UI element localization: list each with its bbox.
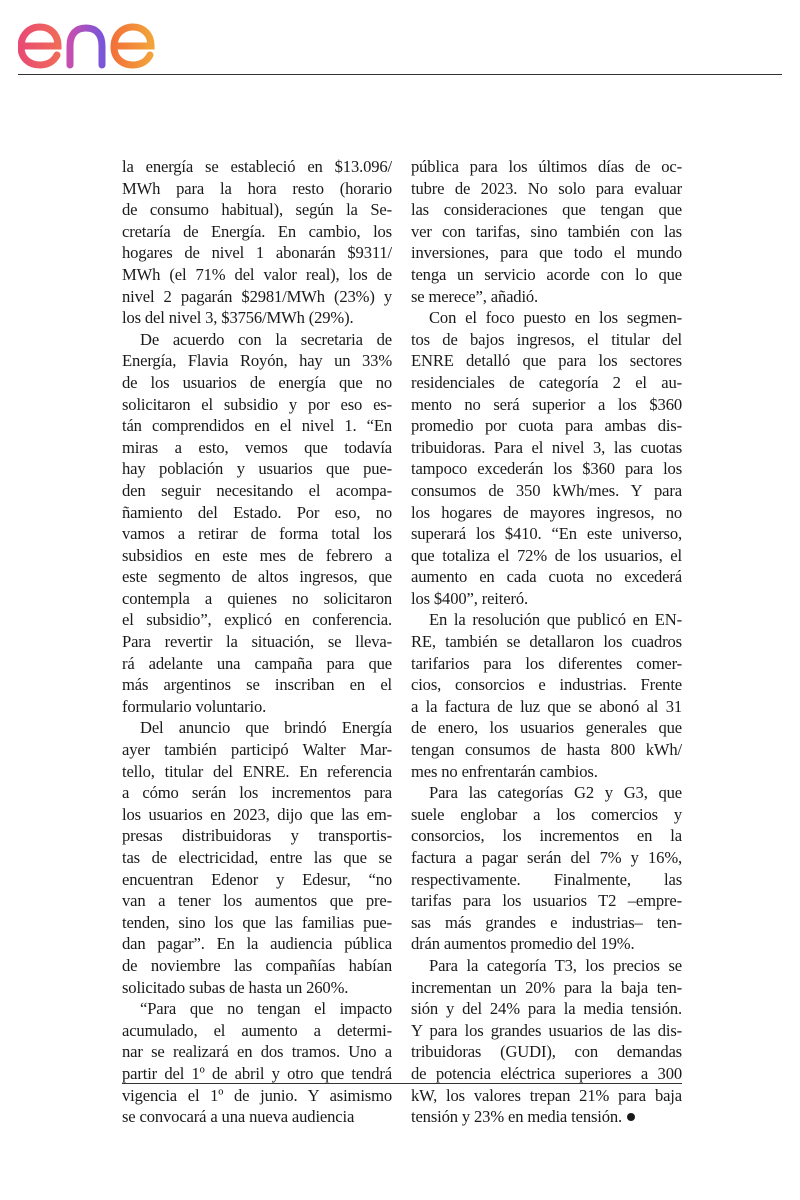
text-line: el subsidio”, explicó en conferencia. bbox=[122, 610, 392, 630]
text-line: respectivamente. Finalmente, las bbox=[411, 869, 682, 889]
text-line: RE, también se detallaron los cuadros bbox=[411, 632, 682, 652]
text-line: ENRE detalló que para los sectores bbox=[411, 351, 682, 371]
text-line: superará los $410. “En este universo, bbox=[411, 524, 682, 544]
text-line: se merece”, añadió. bbox=[411, 286, 539, 306]
text-line: tengan consumos de hasta 800 kWh/ bbox=[411, 740, 682, 760]
text-line: den seguir necesitando el acompa- bbox=[122, 480, 392, 500]
text-line: van a tener los aumentos que pre- bbox=[122, 891, 392, 911]
text-line: De acuerdo con la secretaria de bbox=[140, 329, 392, 349]
text-line: tribuidoras. Para el nivel 3, las cuotas bbox=[411, 437, 682, 457]
text-line: tenga un servicio acorde con lo que bbox=[411, 264, 682, 284]
text-line: a la factura de luz que se abonó al 31 bbox=[411, 696, 682, 716]
text-line: los del nivel 3, $3756/MWh (29%). bbox=[122, 308, 354, 328]
text-line: este segmento de altos ingresos, que bbox=[122, 567, 392, 587]
text-line: aumento en cada cuota no excederá bbox=[411, 567, 682, 587]
article-column-left bbox=[122, 156, 392, 1128]
article-paragraph bbox=[122, 998, 392, 1128]
text-line: tello, titular del ENRE. En referencia bbox=[122, 761, 392, 781]
text-line: formulario voluntario. bbox=[122, 696, 267, 716]
text-line: drán aumentos promedio del 19%. bbox=[411, 934, 635, 954]
text-line: vamos a retirar de forma total los bbox=[122, 524, 392, 544]
text-line: incrementan un 20% para la baja ten- bbox=[411, 977, 682, 997]
text-line: nar se realizará en dos tramos. Uno a bbox=[122, 1042, 392, 1062]
text-line: kW, los valores trepan 21% para baja bbox=[411, 1085, 682, 1105]
text-line: mes no enfrentarán cambios. bbox=[411, 761, 598, 781]
text-line: los hogares de mayores ingresos, no bbox=[411, 502, 682, 522]
text-line: tenden, sino los que las familias pue- bbox=[122, 912, 392, 932]
text-line: tensión y 23% en media tensión. bbox=[411, 1106, 682, 1128]
text-line: cretaría de Energía. En cambio, los bbox=[122, 221, 392, 241]
enel-logo-mark bbox=[18, 8, 183, 70]
text-line: miras a esto, vemos que todavía bbox=[122, 437, 392, 457]
text-line: factura a pagar serán del 7% y 16%, bbox=[411, 848, 682, 867]
text-line: sas más grandes e industrias– ten- bbox=[411, 912, 682, 932]
text-line: Con el foco puesto en los segmen- bbox=[429, 308, 682, 328]
text-line: mento no será superior a los $360 bbox=[411, 394, 682, 414]
text-line: consumos de 350 kWh/mes. Y para bbox=[411, 480, 682, 500]
text-line: residenciales de categoría 2 el au- bbox=[411, 372, 682, 392]
text-line: de los usuarios de energía que no bbox=[122, 372, 392, 392]
text-line: tarifas para los usuarios T2 –empre- bbox=[411, 891, 682, 911]
text-line: de noviembre las compañías habían bbox=[122, 955, 392, 975]
text-line: Energía, Flavia Royón, hay un 33% bbox=[122, 351, 392, 371]
article-paragraph bbox=[122, 329, 392, 718]
text-line: MWh (el 71% del valor real), los de bbox=[122, 264, 392, 284]
text-line: acumulado, el aumento a determi- bbox=[122, 1020, 392, 1040]
article-column-right bbox=[411, 156, 682, 1128]
text-line: “Para que no tengan el impacto bbox=[140, 999, 392, 1019]
text-line: se convocará a una nueva audiencia bbox=[122, 1107, 355, 1127]
text-line: partir del 1º de abril y otro que tendrá bbox=[122, 1063, 392, 1083]
text-line: cios, consorcios e industrias. Frente bbox=[411, 675, 682, 695]
text-line: solicitado subas de hasta un 260%. bbox=[122, 977, 349, 997]
text-line: solicitaron el subsidio y por eso es- bbox=[122, 394, 392, 414]
text-line: tubre de 2023. No solo para evaluar bbox=[411, 178, 682, 198]
article-paragraph bbox=[122, 717, 392, 998]
text-line: ver con tarifas, sino también con las bbox=[411, 221, 682, 241]
text-line: subsidios en este mes de febrero a bbox=[122, 545, 392, 565]
text-line: suele englobar a los comercios y bbox=[411, 804, 682, 824]
text-line: que totaliza el 72% de los usuarios, el bbox=[411, 545, 682, 565]
text-line: tas de electricidad, entre las que se bbox=[122, 848, 392, 867]
text-line: MWh para la hora resto (horario bbox=[122, 178, 392, 198]
end-of-article-mark bbox=[627, 1113, 635, 1121]
text-line: Y para los grandes usuarios de las dis- bbox=[411, 1020, 682, 1040]
text-line: tán comprendidos en el nivel 1. “En bbox=[122, 416, 392, 436]
article-paragraph bbox=[411, 156, 682, 307]
text-line: a cómo serán los incrementos para bbox=[122, 783, 392, 803]
enel-logo bbox=[18, 8, 183, 75]
text-line: rá adelante una campaña para que bbox=[122, 653, 392, 673]
text-line: de enero, los usuarios generales que bbox=[411, 718, 682, 738]
text-line: contempla a quienes no solicitaron bbox=[122, 588, 392, 608]
text-line: tos de bajos ingresos, el titular del bbox=[411, 329, 682, 349]
text-line: los $400”, reiteró. bbox=[411, 588, 528, 608]
text-line: Para la categoría T3, los precios se bbox=[429, 955, 682, 975]
text-line: promedio por cuota para ambas dis- bbox=[411, 416, 682, 436]
text-line: En la resolución que publicó en EN- bbox=[429, 610, 682, 630]
text-line: más argentinos se inscriban en el bbox=[122, 675, 392, 695]
text-line: de consumo habitual), según la Se- bbox=[122, 200, 392, 220]
text-line: presas distribuidoras y transportis- bbox=[122, 826, 392, 846]
article-paragraph bbox=[122, 156, 392, 329]
text-line: tribuidoras (GUDI), con demandas bbox=[411, 1042, 682, 1062]
footer-divider bbox=[122, 1083, 682, 1084]
text-line: Para revertir la situación, se lleva- bbox=[122, 632, 392, 652]
text-line: nivel 2 pagarán $2981/MWh (23%) y bbox=[122, 286, 392, 306]
text-line: las consideraciones que tengan que bbox=[411, 200, 682, 220]
text-line: pública para los últimos días de oc- bbox=[411, 157, 682, 176]
text-line: tampoco excederán los $360 para los bbox=[411, 459, 682, 479]
text-line: Para las categorías G2 y G3, que bbox=[429, 783, 682, 803]
text-line: hay población y usuarios que pue- bbox=[122, 459, 392, 479]
article-paragraph bbox=[411, 955, 682, 1128]
text-line: Del anuncio que brindó Energía bbox=[140, 718, 392, 738]
text-line: vigencia el 1º de junio. Y asimismo bbox=[122, 1085, 392, 1105]
text-line: de potencia eléctrica superiores a 300 bbox=[411, 1063, 682, 1083]
text-line: ñamiento del Estado. Por eso, no bbox=[122, 502, 392, 522]
article-paragraph bbox=[411, 782, 682, 955]
text-line: encuentran Edenor y Edesur, “no bbox=[122, 869, 392, 889]
article-paragraph bbox=[411, 609, 682, 782]
text-line: sión y del 24% para la media tensión. bbox=[411, 999, 682, 1019]
text-line: los usuarios en 2023, dijo que las em- bbox=[122, 804, 392, 824]
text-line: consorcios, los incrementos en la bbox=[411, 826, 682, 846]
text-line: dan pagar”. En la audiencia pública bbox=[122, 934, 392, 954]
text-line: ayer también participó Walter Mar- bbox=[122, 740, 392, 760]
text-line: hogares de nivel 1 abonarán $9311/ bbox=[122, 243, 392, 263]
text-line: tarifarios para los diferentes comer- bbox=[411, 653, 682, 673]
article-paragraph bbox=[411, 307, 682, 609]
text-line: inversiones, para que todo el mundo bbox=[411, 243, 682, 263]
text-line: la energía se estableció en $13.096/ bbox=[122, 157, 392, 176]
header-divider bbox=[18, 74, 782, 75]
